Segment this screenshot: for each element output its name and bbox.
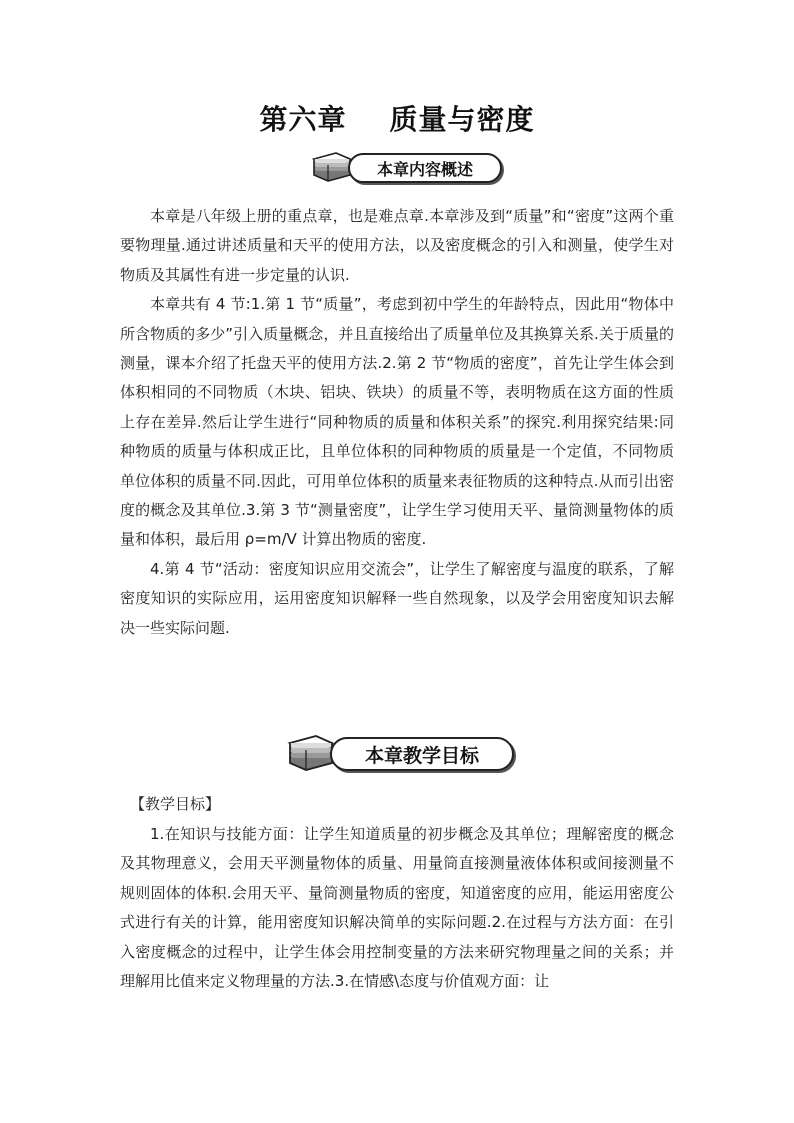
banner-label: 本章教学目标 — [330, 737, 514, 771]
section-banner-goals — [286, 733, 514, 775]
section-banner-overview — [310, 151, 502, 185]
chapter-title: 第六章 质量与密度 — [259, 103, 535, 136]
banner-label: 本章内容概述 — [348, 153, 502, 183]
paragraph: 本章是八年级上册的重点章，也是难点章.本章涉及到“质量”和“密度”这两个重要物理量.通过讲述质量和天平的使用方法，以及密度概念的引入和测量，使学生对物质及其属性有进一步定量的认识. — [120, 207, 674, 284]
goals-heading: 【教学目标】 — [130, 795, 221, 813]
books-icon — [286, 733, 336, 775]
paragraph: 本章共有 4 节:1.第 1 节“质量”，考虑到初中学生的年龄特点，因此用“物体中所含物质的多少”引入质量概念，并且直接给出了质量单位及其换算关系.关于质量的测量，课本介绍了托盘天平的使用方法.2.第 2 节“物质的密度”，首先让学生体会到体积相同的不同物质（木块、铝块、铁块）的质量不等，表明物质在这方面的性质上存在差异.然后让学生进行“同种物质的质量和体积关系”的探究.利用探究结果:同种物质的质量与体积成正比，且单位体积的同种物质的质量是一个定值，不同物质单位体积的质量不同.因此，可用单位体积的质量来表征物质的这种特点.从而引出密度的概念及其单位.3.第 3 节“测量密度”，让学生学习使用天平、量筒测量物体的质量和体积，最后用 ρ=m/V 计算出物质的密度. — [120, 295, 674, 549]
paragraph: 1.在知识与技能方面：让学生知道质量的初步概念及其单位；理解密度的概念及其物理意义，会用天平测量物体的质量、用量筒直接测量液体体积或间接测量不规则固体的体积.会用天平、量筒测量物质的密度，知道密度的应用，能运用密度公式进行有关的计算，能用密度知识解决简单的实际问题.2.在过程与方法方面：在引入密度概念的过程中，让学生体会用控制变量的方法来研究物理量之间的关系；并理解用比值来定义物理量的方法.3.在情感\态度与价值观方面：让 — [120, 825, 674, 991]
paragraph: 4.第 4 节“活动：密度知识应用交流会”，让学生了解密度与温度的联系，了解密度知识的实际应用，运用密度知识解释一些自然现象，以及学会用密度知识去解决一些实际问题. — [120, 559, 674, 637]
goals-text — [120, 820, 674, 996]
overview-text — [120, 202, 674, 643]
